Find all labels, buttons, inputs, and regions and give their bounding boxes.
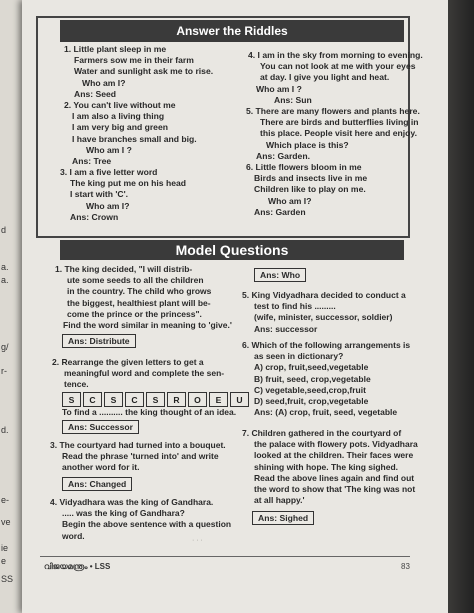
answer-box-q2: Ans: Successor <box>62 420 139 434</box>
faint-stamp-mark: · · · <box>192 537 203 544</box>
margin-fragment: e <box>1 556 7 566</box>
footer-rule <box>40 556 410 557</box>
margin-fragment: r- <box>1 366 7 376</box>
riddle-1: 1. Little plant sleep in me Farmers sow me in their farm Water and sunlight ask me to rise. Who am I? Ans: Seed <box>64 44 214 99</box>
page-edge-shadow <box>448 0 474 613</box>
margin-fragment: d. <box>1 425 9 435</box>
question-1: 1. The king decided, "I will distrib- ute some seeds to all the children in the country. The child who grows the biggest, healthiest plant will be- come the prince or the princess". Find the word similar in meaning to 'give.' <box>55 264 232 331</box>
answer-box-q1: Ans: Distribute <box>62 334 136 348</box>
margin-fragment: SS <box>1 574 14 584</box>
letter-tile: E <box>209 392 228 407</box>
margin-fragment: g/ <box>1 342 9 352</box>
margin-fragment: a. <box>1 262 9 272</box>
riddle-4: 4. I am in the sky from morning to evening. You can not look at me with your eyes at day. I give you light and heat. Who am I ? Ans: Sun <box>248 50 423 105</box>
letter-tile: C <box>83 392 102 407</box>
letter-tile: U <box>230 392 249 407</box>
letter-tile: S <box>62 392 81 407</box>
riddle-6: 6. Little flowers bloom in me Birds and insects live in me Children like to play on me. Who am I? Ans: Garden <box>246 162 368 217</box>
margin-fragment: a. <box>1 275 9 285</box>
riddle-5: 5. There are many flowers and plants here. There are birds and butterflies living in this place. People visit here and enjoy. Which place is this? Ans: Garden. <box>246 106 420 161</box>
letter-tile: S <box>104 392 123 407</box>
margin-fragment: ie <box>1 543 9 553</box>
question-6: 6. Which of the following arrangements is as seen in dictionary? A) crop, fruit,seed,vegetable B) fruit, seed, crop,vegetable C) vegetable,seed,crop,fruit D) seed,fruit, crop,vegetable Ans: (A) crop, fruit, seed, vegetable <box>242 340 411 418</box>
letter-tile: O <box>188 392 207 407</box>
question-2: 2. Rearrange the given letters to get a meaningful word and complete the sen- tence. <box>52 357 225 390</box>
letter-tile: R <box>167 392 186 407</box>
margin-fragment: ve <box>1 517 11 527</box>
answer-box-q3: Ans: Changed <box>62 477 132 491</box>
riddles-title: Answer the Riddles <box>60 20 404 42</box>
question-3: 3. The courtyard had turned into a bouquet. Read the phrase 'turned into' and write another word for it. <box>50 440 226 473</box>
question-2-sentence: To find a .......... the king thought of an idea. <box>62 407 237 417</box>
margin-fragment: e- <box>1 495 10 505</box>
riddle-2: 2. You can't live without me I am also a living thing I am very big and green I have branches small and big. Who am I ? Ans: Tree <box>64 100 197 167</box>
answer-box-q7: Ans: Sighed <box>252 511 314 525</box>
riddle-3: 3. I am a five letter word The king put me on his head I start with 'C'. Who am I? Ans: Crown <box>60 167 187 222</box>
margin-fragment: d <box>1 225 7 235</box>
adjacent-page-strip <box>0 0 22 613</box>
question-4: 4. Vidyadhara was the king of Gandhara. ..... was the king of Gandhara? Begin the above sentence with a question word. <box>50 497 232 541</box>
answer-box-side: Ans: Who <box>254 268 306 282</box>
letter-tile: S <box>146 392 165 407</box>
footer-title: വിജയമന്ത്രം • LSS <box>44 562 111 571</box>
page-number: 83 <box>401 562 410 571</box>
question-5: 5. King Vidyadhara decided to conduct a test to find his ......... (wife, minister, successor, soldier) Ans: successor <box>242 290 406 334</box>
letter-tile: C <box>125 392 144 407</box>
question-7: 7. Children gathered in the courtyard of the palace with flowery pots. Vidyadhara looked at the children. Their faces were shining with hope. The king sighed. Read the above lines again and find out the word to show that 'The king was not at all happy.' <box>242 428 418 506</box>
model-questions-title: Model Questions <box>60 240 404 260</box>
letter-tiles <box>62 392 251 407</box>
